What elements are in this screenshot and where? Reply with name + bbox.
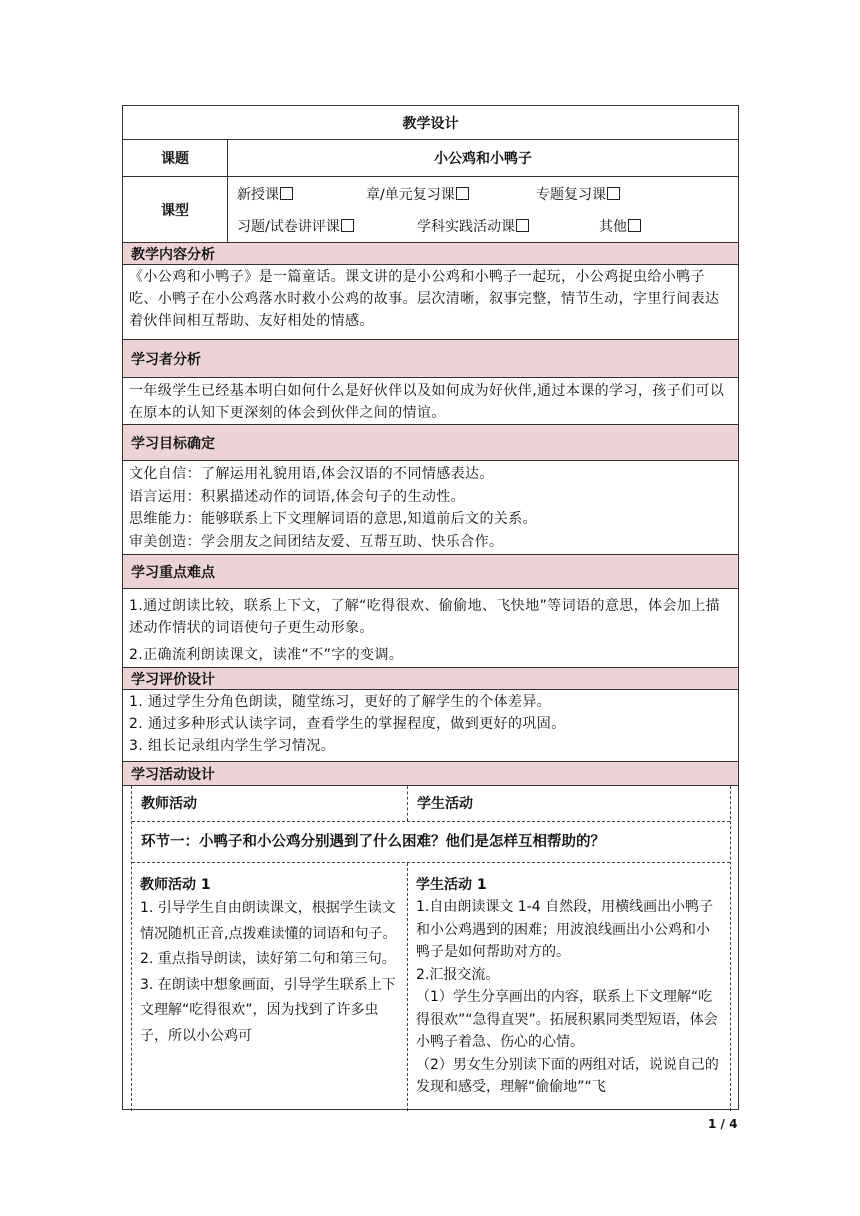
lesson-type-row xyxy=(123,177,738,243)
teacher-activity-1 xyxy=(132,874,407,1049)
lesson-type-label: 课型 xyxy=(123,177,228,242)
checkbox[interactable] xyxy=(280,187,293,200)
divider xyxy=(132,821,730,822)
activities-heading: 学习活动设计 xyxy=(123,762,738,786)
type-option-practice[interactable] xyxy=(417,216,529,236)
student-activity-item: （2）男女生分别读下面的两组对话，说说自己的发现和感受，理解“偷偷地”“飞 xyxy=(416,1056,719,1095)
goals-heading: 学习目标确定 xyxy=(123,425,738,461)
type-option-other[interactable] xyxy=(599,216,641,236)
option-text: 学科实践活动课 xyxy=(417,219,515,235)
evaluation-item: 1. 通过学生分角色朗读，随堂练习，更好的了解学生的个体差异。 xyxy=(129,694,552,710)
content-analysis-heading: 教学内容分析 xyxy=(123,243,738,265)
table-title xyxy=(123,106,738,140)
evaluation-item: 3. 组长记录组内学生学习情况。 xyxy=(129,738,336,754)
learner-analysis-text: 一年级学生已经基本明白如何什么是好伙伴以及如何成为好伙伴,通过本课的学习，孩子们可以在原本的认知下更深刻的体会到伙伴之间的情谊。 xyxy=(123,378,738,425)
page-bottom-rule xyxy=(122,1109,739,1110)
teacher-activity-title: 教师活动 1 xyxy=(140,877,211,893)
teacher-activity-item: 3. 在朗读中想象画面，引导学生联系上下文理解“吃得很欢”，因为找到了许多虫子，所以小公鸡可 xyxy=(140,976,396,1044)
student-activity-item: 2.汇报交流。 xyxy=(416,966,500,983)
goal-item: 审美创造：学会朋友之间团结友爱、互帮互助、快乐合作。 xyxy=(129,533,504,550)
lesson-plan-table xyxy=(122,105,739,1110)
teacher-activity-item: 2. 重点指导朗读，读好第二句和第三句。 xyxy=(140,951,396,967)
teacher-column-header: 教师活动 xyxy=(141,796,197,812)
evaluation-item: 2. 通过多种形式认读字词，查看学生的掌握程度，做到更好的巩固。 xyxy=(129,716,566,732)
goal-item: 语言运用：积累描述动作的词语,体会句子的生动性。 xyxy=(129,488,466,505)
type-option-unit-review[interactable] xyxy=(366,184,469,204)
key-point-item: 2.正确流利朗读课文，读准“不”字的变调。 xyxy=(129,647,404,663)
lesson-label: 课题 xyxy=(123,140,228,176)
student-column-header: 学生活动 xyxy=(417,796,473,812)
student-activity-title: 学生活动 1 xyxy=(416,877,487,893)
lesson-value: 小公鸡和小鸭子 xyxy=(434,151,532,167)
checkbox[interactable] xyxy=(607,187,620,200)
activities-area xyxy=(123,786,738,1111)
type-option-new[interactable] xyxy=(237,184,293,204)
student-activity-1 xyxy=(408,874,730,1099)
option-text: 习题/试卷讲评课 xyxy=(237,219,340,235)
title-text: 教学设计 xyxy=(402,115,459,132)
evaluation-list xyxy=(123,690,738,762)
checkbox[interactable] xyxy=(341,219,354,232)
option-text: 其他 xyxy=(599,219,627,235)
key-points-list xyxy=(123,589,738,668)
segment-1-title: 环节一：小鸭子和小公鸡分别遇到了什么困难？他们是怎样互相帮助的？ xyxy=(141,834,605,850)
key-point-item: 1.通过朗读比较，联系上下文，了解“吃得很欢、偷偷地、飞快地”等词语的意思，体会加上描述动作情状的词语使句子更生动形象。 xyxy=(129,598,721,636)
page-number: 1 / 4 xyxy=(708,1117,738,1131)
lesson-row xyxy=(123,140,738,177)
teacher-activity-item: 1. 引导学生自由朗读课文，根据学生读文情况随机正音,点拨难读懂的词语和句子。 xyxy=(140,900,397,942)
checkbox[interactable] xyxy=(628,219,641,232)
type-option-topic-review[interactable] xyxy=(536,184,620,204)
student-activity-item: 1.自由朗读课文 1-4 自然段，用横线画出小鸭子和小公鸡遇到的困难；用波浪线画出小公鸡和小鸭子是如何帮助对方的。 xyxy=(416,899,714,960)
goals-list xyxy=(123,461,738,555)
option-text: 专题复习课 xyxy=(536,187,606,203)
divider xyxy=(132,862,730,863)
goal-item: 文化自信：了解运用礼貌用语,体会汉语的不同情感表达。 xyxy=(129,466,494,482)
column-divider xyxy=(407,786,408,821)
goal-item: 思维能力：能够联系上下文理解词语的意思,知道前后文的关系。 xyxy=(129,511,538,527)
type-option-exercise-review[interactable] xyxy=(237,216,354,236)
learner-analysis-heading: 学习者分析 xyxy=(123,340,738,378)
content-analysis-text: 《小公鸡和小鸭子》是一篇童话。课文讲的是小公鸡和小鸭子一起玩，小公鸡捉虫给小鸭子吃、小鸭子在小公鸡落水时救小公鸡的故事。层次清晰，叙事完整，情节生动，字里行间表达着伙伴间相互帮助、友好相处的情感。 xyxy=(123,265,738,340)
student-activity-item: （1）学生分享画出的内容，联系上下文理解“吃得很欢”“急得直哭”。拓展积累同类型短语，体会小鸭子着急、伤心的心情。 xyxy=(416,989,718,1050)
checkbox[interactable] xyxy=(516,219,529,232)
option-text: 新授课 xyxy=(237,187,279,203)
evaluation-heading: 学习评价设计 xyxy=(123,668,738,690)
key-points-heading: 学习重点难点 xyxy=(123,555,738,589)
checkbox[interactable] xyxy=(456,187,469,200)
option-text: 章/单元复习课 xyxy=(366,187,455,203)
activities-inner-table xyxy=(131,786,731,1111)
